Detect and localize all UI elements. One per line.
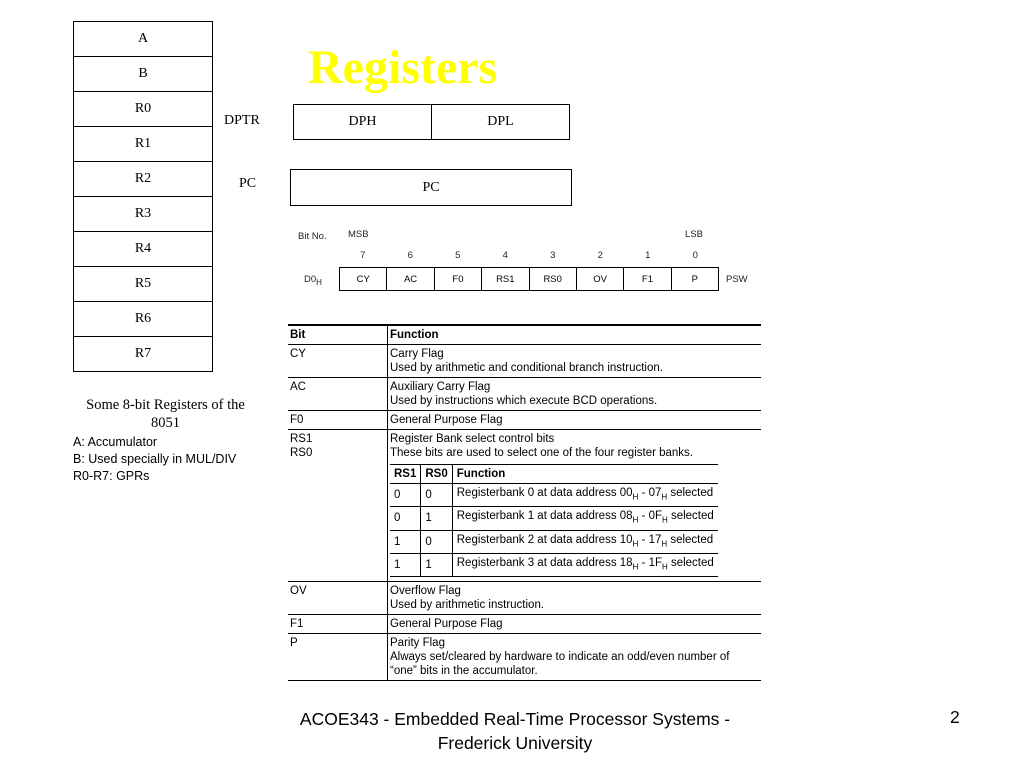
dptr-register	[293, 104, 570, 140]
note-b-register: B: Used specially in MUL/DIV	[73, 452, 237, 466]
register-b: B	[73, 56, 213, 92]
table-row	[288, 615, 761, 634]
bit-numbers	[339, 250, 719, 261]
row-function	[388, 430, 762, 582]
bank-row	[390, 553, 718, 576]
bank-rs0: 1	[421, 553, 452, 576]
footer-line-2: Frederick University	[437, 733, 593, 753]
bank-rs1: 0	[390, 484, 421, 507]
msb-label: MSB	[348, 229, 369, 240]
bank-rs0: 1	[421, 507, 452, 530]
bit-no-label: Bit No.	[298, 231, 327, 242]
row-function	[388, 411, 762, 430]
psw-bit-row	[339, 267, 719, 291]
row-function	[388, 615, 762, 634]
register-r6: R6	[73, 301, 213, 337]
register-r0: R0	[73, 91, 213, 127]
dptr-label: DPTR	[224, 113, 260, 128]
page-number: 2	[950, 707, 960, 727]
bank-rs0: 0	[421, 530, 452, 553]
bit-number: 4	[502, 250, 508, 261]
register-notes	[73, 434, 236, 485]
row-bit-rs1: RS1	[290, 433, 313, 445]
register-r4: R4	[73, 231, 213, 267]
register-caption: Some 8-bit Registers of the 8051	[86, 397, 245, 431]
bit-number: 7	[360, 250, 366, 261]
bank-function: Registerbank 0 at data address $00_H - 07_H$ selected	[452, 484, 718, 507]
register-r5: R5	[73, 266, 213, 302]
psw-bit-rs1: RS1	[481, 268, 528, 290]
footer-line-1: ACOE343 - Embedded Real-Time Processor Systems -	[299, 709, 731, 729]
bit-number: 0	[692, 250, 698, 261]
footer-course-title	[260, 707, 770, 755]
row-function	[388, 634, 762, 681]
bank-header-rs0: RS0	[421, 465, 452, 484]
bank-row	[390, 484, 718, 507]
row-title: Register Bank select control bits	[390, 433, 555, 445]
table-row	[288, 582, 761, 615]
psw-bit-rs0: RS0	[529, 268, 576, 290]
psw-bit-f1: F1	[623, 268, 670, 290]
row-function	[388, 378, 762, 411]
bit-number: 6	[407, 250, 413, 261]
bank-function: Registerbank 3 at data address $18_H - 1F_H$ selected	[452, 553, 718, 576]
bank-rs1: 1	[390, 530, 421, 553]
row-desc: These bits are used to select one of the four register banks.	[390, 447, 694, 459]
table-row	[288, 378, 761, 411]
row-title: Overflow Flag	[390, 585, 461, 598]
row-function	[388, 345, 762, 378]
bank-row	[390, 530, 718, 553]
bit-number: 3	[550, 250, 556, 261]
bit-number: 1	[645, 250, 651, 261]
psw-name: PSW	[726, 274, 748, 285]
row-bit-rs0: RS0	[290, 447, 313, 459]
psw-function-table	[288, 324, 761, 681]
hex-subscript: H	[316, 277, 322, 287]
row-desc: Used by arithmetic instruction.	[390, 599, 545, 612]
register-r7: R7	[73, 336, 213, 372]
psw-bit-p: P	[671, 268, 718, 290]
note-gprs: R0-R7: GPRs	[73, 469, 150, 483]
register-bank-table	[390, 464, 718, 577]
bit-number: 5	[455, 250, 461, 261]
row-desc: Used by instructions which execute BCD operations.	[390, 395, 658, 407]
register-r2: R2	[73, 161, 213, 197]
row-title: Carry Flag	[390, 348, 444, 360]
row-function	[388, 582, 762, 615]
row-bit	[288, 430, 388, 582]
table-header-function: Function	[388, 325, 762, 345]
table-row	[288, 411, 761, 430]
psw-bit-cy: CY	[356, 273, 370, 285]
register-r1: R1	[73, 126, 213, 162]
table-row	[288, 430, 761, 582]
bank-header-function: Function	[452, 465, 718, 484]
table-row	[288, 345, 761, 378]
psw-address	[304, 274, 322, 287]
row-bit: F0	[288, 411, 388, 430]
row-title: General Purpose Flag	[390, 618, 503, 631]
bank-rs1: 0	[390, 507, 421, 530]
register-r3: R3	[73, 196, 213, 232]
row-title: Parity Flag	[390, 637, 445, 650]
row-bit: OV	[288, 582, 388, 615]
page-title: Registers	[308, 41, 498, 94]
bank-function: Registerbank 2 at data address $10_H - 17_H$ selected	[452, 530, 718, 553]
dpl-cell: DPL	[431, 105, 569, 139]
dph-cell: DPH	[348, 114, 377, 129]
pc-register: PC	[290, 169, 572, 206]
table-header-bit: Bit	[288, 325, 388, 345]
lsb-label: LSB	[685, 229, 703, 240]
bank-row	[390, 507, 718, 530]
register-stack	[73, 21, 213, 372]
bit-number: 2	[597, 250, 603, 261]
register-a: A	[73, 21, 213, 57]
row-title: General Purpose Flag	[390, 414, 503, 426]
bank-rs1: 1	[390, 553, 421, 576]
row-bit: CY	[288, 345, 388, 378]
row-desc: Always set/cleared by hardware to indicate an odd/even number of “one” bits in the accumulator.	[390, 651, 730, 678]
note-accumulator: A: Accumulator	[73, 435, 158, 449]
row-bit: F1	[288, 615, 388, 634]
row-bit: P	[288, 634, 388, 681]
bank-function: Registerbank 1 at data address $08_H - 0F_H$ selected	[452, 507, 718, 530]
row-bit: AC	[288, 378, 388, 411]
psw-bit-ov: OV	[576, 268, 623, 290]
table-row	[288, 634, 761, 681]
psw-address-value: D0	[304, 274, 317, 285]
row-desc: Used by arithmetic and conditional branch instruction.	[390, 362, 663, 374]
psw-bit-ac: AC	[386, 268, 433, 290]
bank-header-rs1: RS1	[390, 465, 421, 484]
pc-label: PC	[239, 176, 257, 191]
psw-bit-f0: F0	[434, 268, 481, 290]
row-title: Auxiliary Carry Flag	[390, 381, 491, 393]
bank-rs0: 0	[421, 484, 452, 507]
